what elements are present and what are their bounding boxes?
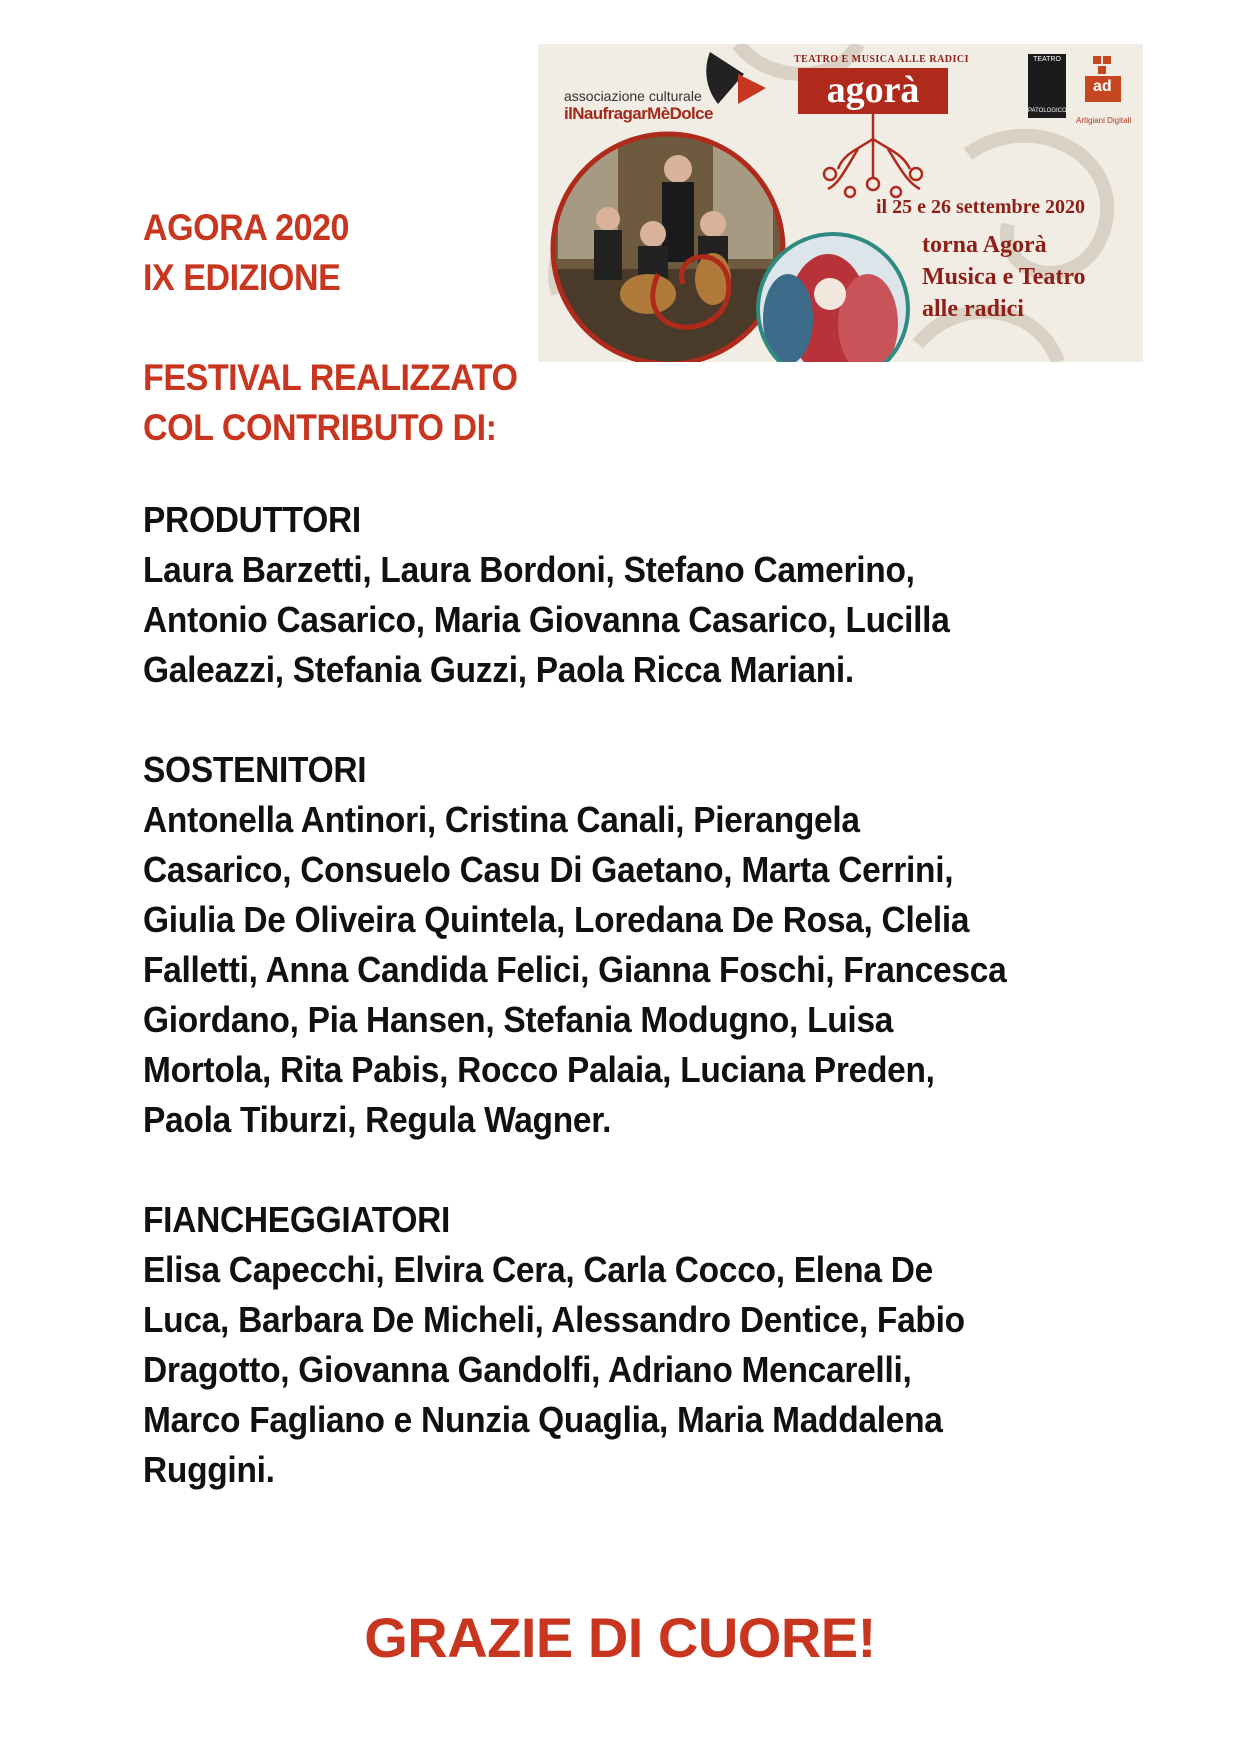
- festival-date: il 25 e 26 settembre 2020: [876, 196, 1086, 218]
- section-produttori: [143, 495, 1143, 695]
- section-names: Antonella Antinori, Cristina Canali, Pierangela Casarico, Consuelo Casu Di Gaetano, Marta Cerrini, Giulia De Oliveira Quintela, Loredana De Rosa, Clelia Falletti, Anna Candida Felici, Gianna Foschi, Francesca Giordano, Pia Hansen, Stefania Modugno, Luisa Mortola, Rita Pabis, Rocco Palaia, Luciana Preden, Paola Tiburzi, Regula Wagner.: [143, 799, 1007, 1140]
- teatro-logo-bottom: PATOLOGICO: [1028, 108, 1067, 114]
- section-names: Elisa Capecchi, Elvira Cera, Carla Cocco, Elena De Luca, Barbara De Micheli, Alessandro Dentice, Fabio Dragotto, Giovanna Gandolfi, Adriano Mencarelli, Marco Fagliano e Nunzia Quaglia, Maria Maddalena Ruggini.: [143, 1249, 965, 1490]
- header-festival: FESTIVAL REALIZZATO: [143, 357, 518, 398]
- teatro-logo-top: TEATRO: [1033, 56, 1061, 63]
- association-logo: [564, 88, 734, 124]
- section-title: PRODUTTORI: [143, 499, 361, 540]
- agora-subtitle: TEATRO E MUSICA ALLE RADICI: [794, 54, 970, 65]
- association-label: associazione culturale: [564, 88, 702, 104]
- association-name: ilNaufragarMèDolce: [564, 104, 713, 123]
- festival-banner: [538, 44, 1143, 362]
- ad-caption: Artigiani Digitali: [1076, 116, 1132, 125]
- agora-logo: agorà: [798, 68, 948, 114]
- festival-slogan: torna Agorà Musica e Teatro alle radici: [922, 232, 1086, 322]
- section-sostenitori: [143, 745, 1143, 1145]
- section-title: FIANCHEGGIATORI: [143, 1199, 451, 1240]
- header-edizione: IX EDIZIONE: [143, 257, 341, 298]
- section-names: Laura Barzetti, Laura Bordoni, Stefano Camerino, Antonio Casarico, Maria Giovanna Casarico, Lucilla Galeazzi, Stefania Guzzi, Paola Ricca Mariani.: [143, 549, 950, 690]
- header-contributo: COL CONTRIBUTO DI:: [143, 407, 497, 448]
- teatro-patologico-logo: [1028, 54, 1066, 118]
- ad-logo-text: ad: [1093, 78, 1112, 95]
- section-title: SOSTENITORI: [143, 749, 367, 790]
- artigiani-digitali-logo: [1083, 56, 1123, 102]
- section-fiancheggiatori: [143, 1195, 1143, 1495]
- header-agora-2020: AGORA 2020: [143, 207, 350, 248]
- thanks-message: GRAZIE DI CUORE!: [364, 1606, 876, 1669]
